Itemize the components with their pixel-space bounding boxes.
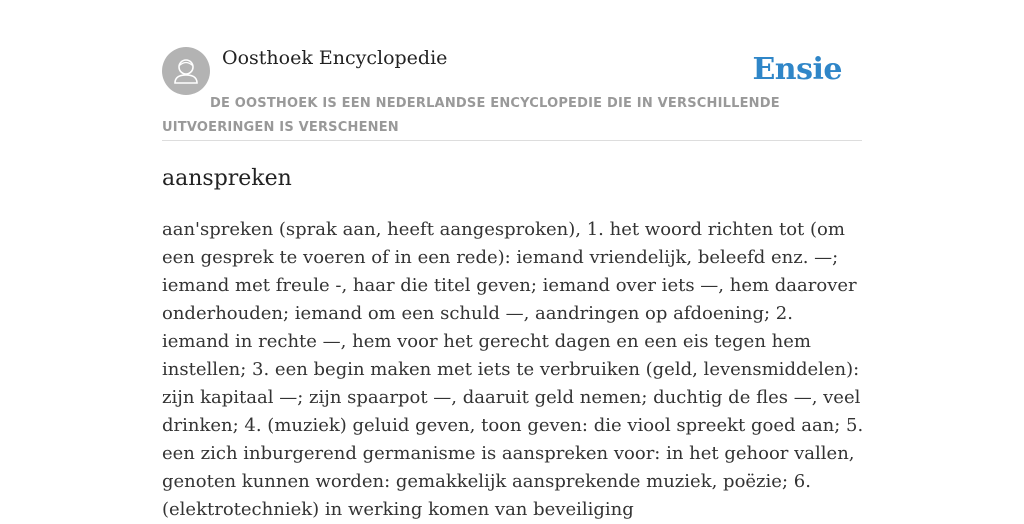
brand-logo[interactable]: Ensie: [752, 52, 842, 87]
page-title: aanspreken: [162, 166, 292, 191]
site-header: [162, 46, 862, 141]
site-title[interactable]: Oosthoek Encyclopedie: [222, 47, 448, 69]
entry-body-text: aan'spreken (sprak aan, heeft aangesproken), 1. het woord richten tot (om een gesprek te voeren of in een rede): iemand vriendelijk, beleefd enz. —; iemand met freule -, haar die titel geven; iemand over iets —, hem daarover onderhouden; iemand om een schuld —, aandringen op afdoening; 2. iemand in rechte —, hem voor het gerecht dagen en een eis tegen hem instellen; 3. een begin maken met iets te verbruiken (geld, levensmiddelen): zijn kapitaal —; zijn spaarpot —, daaruit geld nemen; duchtig de fles —, veel drinken; 4. (muziek) geluid geven, toon geven: die viool spreekt goed aan; 5. een zich inburgerend germanisme is aanspreken voor: in het gehoor vallen, genoten kunnen worden: gemakkelijk aansprekende muziek, poëzie; 6. (elektrotechniek) in werking komen van beveiliging: [162, 219, 864, 520]
user-avatar-icon[interactable]: [162, 47, 210, 95]
site-description: DE OOSTHOEK IS EEN NEDERLANDSE ENCYCLOPEDIE DIE IN VERSCHILLENDE UITVOERINGEN IS VERSCHENEN: [162, 96, 780, 135]
